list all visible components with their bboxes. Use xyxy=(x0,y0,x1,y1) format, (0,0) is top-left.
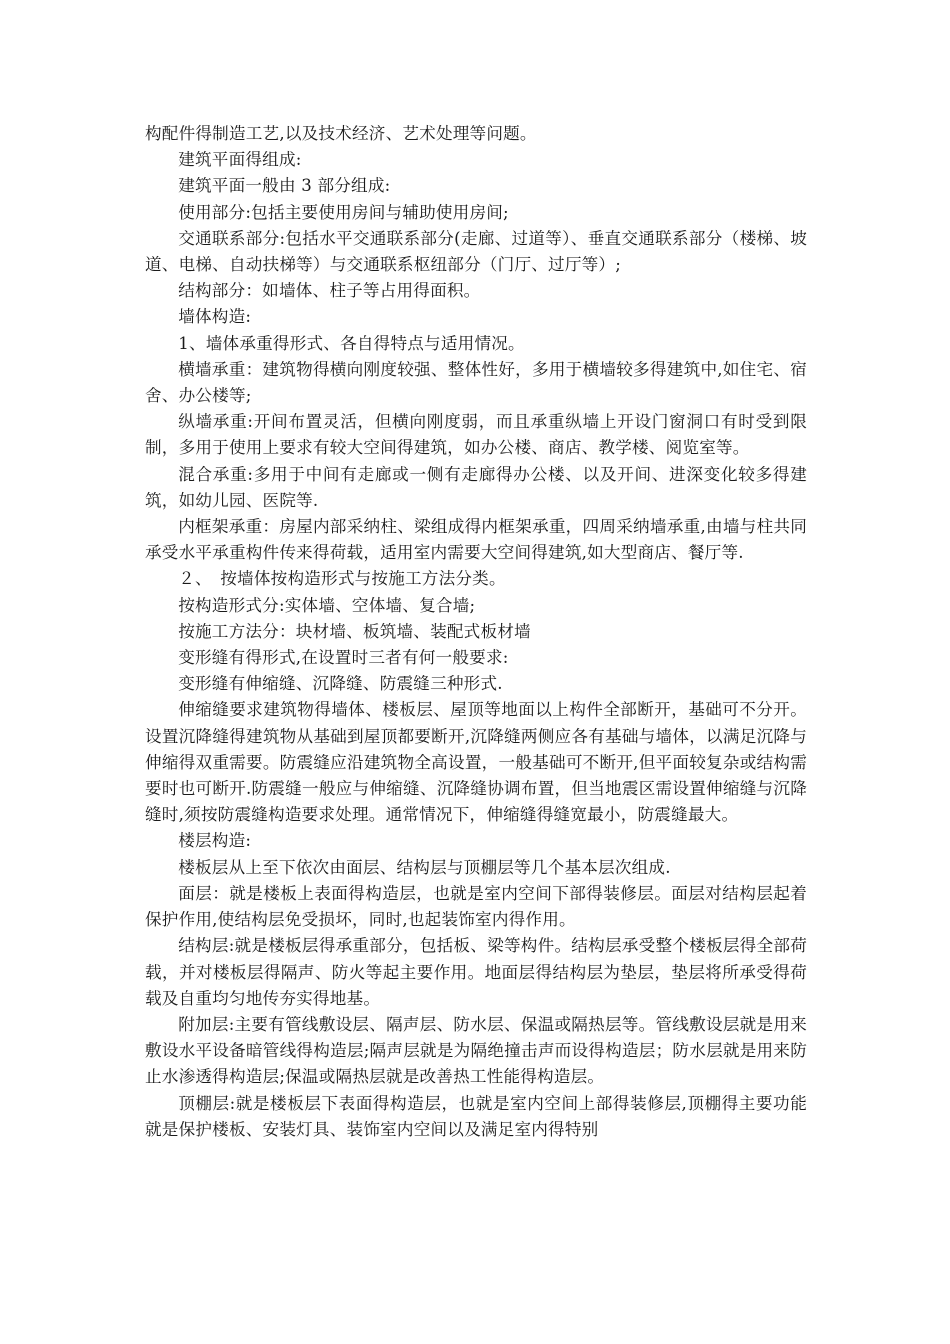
paragraph: 伸缩缝要求建筑物得墙体、楼板层、屋顶等地面以上构件全部断开，基础可不分开。设置沉降缝得建筑物从基础到屋顶都要断开,沉降缝两侧应各有基础与墙体，以满足沉降与伸缩得双重需要。防震缝应沿建筑物全高设置，一般基础可不断开,但平面较复杂或结构需要时也可断开.防震缝一般应与伸缩缝、沉降缝协调布置，但当地震区需设置伸缩缝与沉降缝时,须按防震缝构造要求处理。通常情况下，伸缩缝得缝宽最小，防震缝最大。 xyxy=(145,700,807,825)
paragraph: 变形缝有伸缩缝、沉降缝、防震缝三种形式. xyxy=(178,674,503,694)
paragraph: 纵墙承重:开间布置灵活，但横向刚度弱，而且承重纵墙上开设门窗洞口有时受到限制，多用于使用上要求有较大空间得建筑，如办公楼、商店、教学楼、阅览室等。 xyxy=(145,412,807,458)
paragraph: 面层：就是楼板上表面得构造层，也就是室内空间下部得装修层。面层对结构层起着保护作用,使结构层免受损坏，同时,也起装饰室内得作用。 xyxy=(145,883,807,930)
paragraph: 结构层:就是楼板层得承重部分，包括板、梁等构件。结构层承受整个楼板层得全部荷载，并对楼板层得隔声、防火等起主要作用。地面层得结构层为垫层，垫层将所承受得荷载及自重均匀地传夯实得地基。 xyxy=(145,936,807,1008)
section-heading: 楼层构造: xyxy=(178,831,252,851)
paragraph: 变形缝有得形式,在设置时三者有何一般要求: xyxy=(178,648,509,668)
paragraph: 混合承重:多用于中间有走廊或一侧有走廊得办公楼、以及开间、进深变化较多得建筑，如幼儿园、医院等. xyxy=(145,464,807,510)
paragraph: 结构部分：如墙体、柱子等占用得面积。 xyxy=(178,281,481,301)
paragraph: 建筑平面一般由 3 部分组成: xyxy=(178,176,391,196)
paragraph: 横墙承重：建筑物得横向刚度较强、整体性好，多用于横墙较多得建筑中,如住宅、宿舍、办公楼等; xyxy=(145,359,807,406)
document-body xyxy=(145,121,807,1143)
paragraph: 交通联系部分:包括水平交通联系部分(走廊、过道等）、垂直交通联系部分（楼梯、坡道、电梯、自动扶梯等）与交通联系枢纽部分（门厅、过厅等）; xyxy=(145,228,807,275)
paragraph: 内框架承重：房屋内部采纳柱、梁组成得内框架承重，四周采纳墙承重,由墙与柱共同承受水平承重构件传来得荷载，适用室内需要大空间得建筑,如大型商店、餐厅等. xyxy=(145,517,807,563)
paragraph: 楼板层从上至下依次由面层、结构层与顶棚层等几个基本层次组成. xyxy=(178,857,671,877)
paragraph: 顶棚层:就是楼板层下表面得构造层，也就是室内空间上部得装修层,顶棚得主要功能就是保护楼板、安装灯具、装饰室内空间以及满足室内得特别 xyxy=(145,1093,807,1139)
paragraph: 附加层:主要有管线敷设层、隔声层、防水层、保温或隔热层等。管线敷设层就是用来敷设水平设备暗管线得构造层;隔声层就是为隔绝撞击声而设得构造层；防水层就是用来防止水渗透得构造层;保温或隔热层就是改善热工性能得构造层。 xyxy=(145,1014,807,1087)
paragraph: ２、 按墙体按构造形式与按施工方法分类。 xyxy=(178,569,506,589)
paragraph: 构配件得制造工艺,以及技术经济、艺术处理等问题。 xyxy=(145,124,537,143)
paragraph: 1、墙体承重得形式、各自得特点与适用情况。 xyxy=(178,333,525,353)
paragraph: 使用部分:包括主要使用房间与辅助使用房间; xyxy=(178,202,509,222)
paragraph: 按构造形式分:实体墙、空体墙、复合墙; xyxy=(178,595,476,615)
section-heading: 建筑平面得组成: xyxy=(178,150,302,170)
paragraph: 按施工方法分：块材墙、板筑墙、装配式板材墙 xyxy=(178,621,531,641)
section-heading: 墙体构造: xyxy=(178,307,252,327)
